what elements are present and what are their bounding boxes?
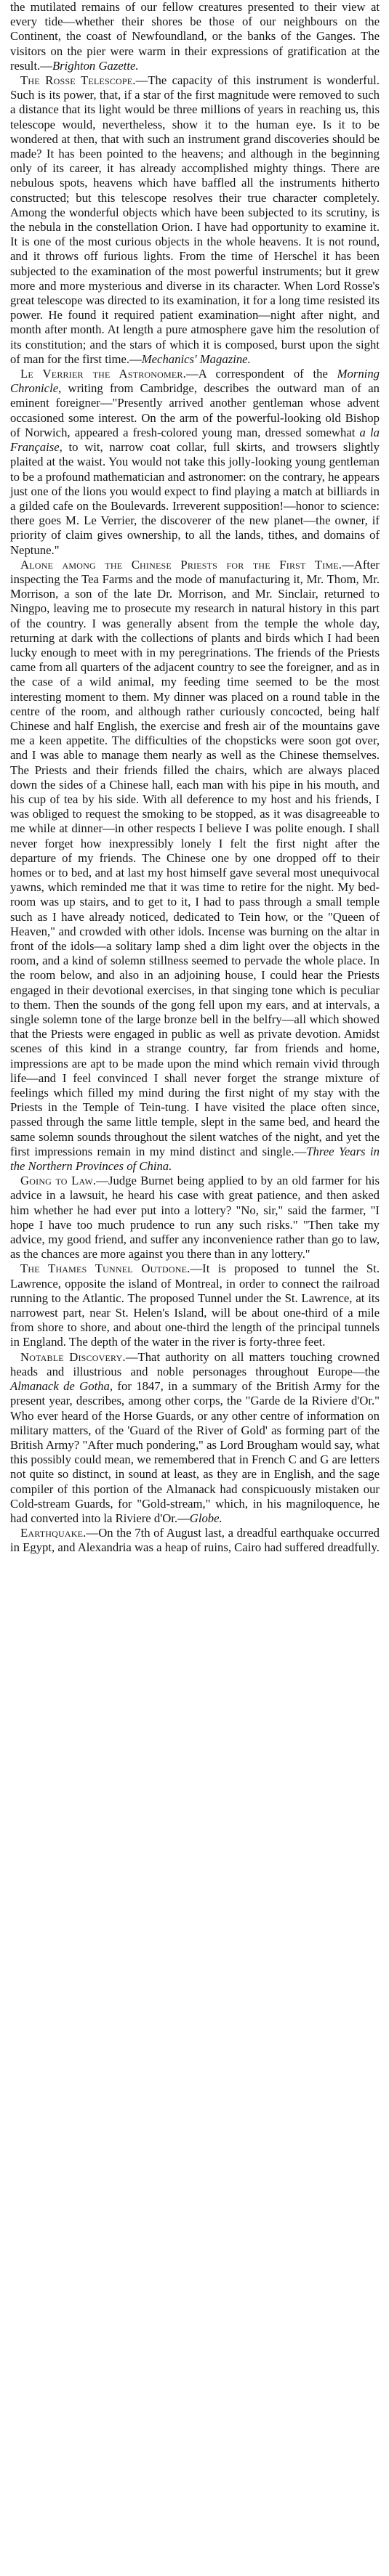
- article-notable-discovery: [10, 1350, 380, 1526]
- article-heading: The Rosse Telescope.: [20, 73, 136, 88]
- article-body: —On the 7th of August last, a dreadful earthquake occurred in Egypt, and Alexandria was a heap of ruins, Cairo had suffered dreadfully.: [10, 1526, 380, 1555]
- article-heading: Earthquake.: [20, 1526, 87, 1540]
- article-heading: Alone among the Chinese Priests for the First Time.: [20, 557, 342, 572]
- article-body: the mutilated remains of our fellow creatures presented to their view at every tide—whether their shores be those of our neighbours on the Continent, the coast of Newfoundland, or the banks of the Ganges. The visitors on the pier were warm in their expressions of gratification at the result.—: [10, 0, 380, 73]
- article-thames-tunnel: [10, 1261, 380, 1349]
- article-source: Three Years in the Northern Provinces of China.: [10, 1144, 380, 1174]
- article-body: —It is proposed to tunnel the St. Lawrence, opposite the island of Montreal, in order to connect the railroad running to the Atlantic. The proposed Tunnel under the St. Lawrence, at its narrowest part, near St. Helen's Island, will be about one-third of a mile from shore to shore, and about one-third the length of the principal tunnels in England. The depth of the water in the river is forty-three feet.: [10, 1261, 380, 1349]
- italic-phrase: a la Française: [10, 425, 380, 455]
- article-going-to-law: [10, 1174, 380, 1261]
- italic-phrase: Almanack de Gotha: [10, 1379, 110, 1394]
- article-rosse-telescope: [10, 73, 380, 367]
- article-source: Globe.: [189, 1511, 222, 1525]
- article-continuation: [10, 0, 380, 73]
- article-body: —Judge Burnet being applied to by an old farmer for his advice in a lawsuit, he heard his case with great patience, and then asked him whether he had ever put into a lottery? "No, sir," said the farmer, "I hope I have too much prudence to run any such risks." "Then take my advice, my good friend, and suffer any inconvenience rather than go to law, as the chances are more against you there than in any lottery.": [10, 1174, 380, 1261]
- article-source: Mechanics' Magazine.: [141, 352, 251, 366]
- article-earthquake: [10, 1526, 380, 1555]
- article-chinese-priests: [10, 558, 380, 1174]
- article-heading: Notable Discovery.: [20, 1349, 126, 1364]
- article-body: —The capacity of this instrument is wonderful. Such is its power, that, if a star of the first magnitude were removed to such a distance that its light would be three millions of years in reaching us, this telescope would, nevertheless, show it to the human eye. Is it to be wondered at then, that with such an instrument grand discoveries should be made? It has been pointed to the heavens; and although in the beginning only of its career, it has already accomplished mighty things. There are nebulous spots, heavens which have baffled all the instruments hitherto constructed; but this telescope resolves their true character completely. Among the wonderful objects which have been subjected to its scrutiny, is the nebula in the constellation Orion. I have had opportunity to examine it. It is one of the most curious objects in the whole heavens. It is not round, and it throws off furious lights. From the time of Herschel it has been subjected to the examination of the most powerful instruments; but it grew more and more mysterious and diverse in its character. When Lord Rosse's great telescope was directed to its examination, it for a long time resisted its power. He found it required patient examination—night after night, and month after month. At length a pure atmosphere gave him the resolution of its constitution; and the stars of which it is composed, burst upon the sight of man for the first time.—: [10, 73, 380, 366]
- article-source: Brighton Gazette.: [52, 58, 139, 73]
- italic-phrase: Morning Chronicle: [10, 367, 380, 396]
- article-body: —That authority on all matters touching crowned heads and illustrious and noble personages throughout Europe—the Almanack de Gotha, for 1847, in a summary of the British Army for the present year, describes, among other corps, the "Garde de la Riviere d'Or." Who ever heard of the Horse Guards, or any other centre of information on military matters, of the 'Guard of the River of Gold' as forming part of the British Army? "After much pondering," as Lord Brougham would say, what this possibly could mean, we remembered that in French C and G are letters not quite so distinct, in sound at least, as they are in English, and the sage compiler of this portion of the Almanack had conspicuously mistaken our Cold-stream Guards, for "Gold-stream," which, in his magniloquence, he had converted into la Riviere d'Or.—: [10, 1349, 380, 1525]
- article-heading: Going to Law.: [20, 1174, 97, 1188]
- article-heading: The Thames Tunnel Outdone.: [20, 1261, 191, 1276]
- article-body: —A correspondent of the Morning Chronicle, writing from Cambridge, describes the outward man of an eminent foreigner—"Presently arrived another gentleman whose advent occasioned some interest. On the arm of the powerful-looking old Bishop of Norwich, appeared a fresh-colored young man, dressed somewhat a la Française, to wit, narrow coat collar, full skirts, and trowsers slightly plaited at the waist. You would not take this jolly-looking young gentleman to be a profound mathematician and astronomer: on the contrary, he appears just one of the lions you would expect to find playing a match at billiards in a gilded cafe on the Boulevards. Irreverent supposition!—honor to science: there goes M. Le Verrier, the discoverer of the new planet—the owner, if priority of claim gives ownership, to all the lands, tithes, and domains of Neptune.": [10, 367, 380, 557]
- article-le-verrier: [10, 367, 380, 558]
- article-body: —After inspecting the Tea Farms and the mode of manufacturing it, Mr. Thom, Mr. Morrison, a son of the late Dr. Morrison, and Mr. Sinclair, returned to Ningpo, leaving me to prosecute my research in natural history in this part of the country. I was generally absent from the temple the whole day, returning at dark with the collections of plants and birds which I had been lucky enough to meet with in my peregrinations. The friends of the Priests came from all quarters of the adjacent country to see the foreigner, and as in the case of a wild animal, my feeding time seemed to be the most interesting moment to them. My dinner was placed on a round table in the centre of the room, and although rather curiously concocted, being half Chinese and half English, the exercise and fresh air of the mountains gave me a keen appetite. The difficulties of the chopsticks were soon got over, and I was able to manage them nearly as well as the Chinese themselves. The Priests and their friends filled the chairs, which are always placed down the sides of a Chinese hall, each man with his pipe in his mouth, and his cup of tea by his side. With all deference to my host and his friends, I was obliged to request the smoking to be stopped, as it was disagreeable to me while at dinner—in other respects I believe I was polite enough. I shall never forget how inexpressibly lonely I felt the first night after the departure of my friends. The Chinese one by one dropped off to their homes or to bed, and at last my host himself gave several most unequivocal yawns, which reminded me that it was time to retire for the night. My bed-room was up stairs, and to get to it, I had to pass through a small temple such as I have already noticed, dedicated to Tein how, or the "Queen of Heaven," and crowded with other idols. Incense was burning on the altar in front of the idols—a solitary lamp shed a dim light over the objects in the room, and a kind of solemn stillness seemed to pervade the whole place. In the room below, and also in an adjoining house, I could hear the Priests engaged in their devotional exercises, in that singing tone which is peculiar to them. Then the sounds of the gong fell upon my ears, and at intervals, a single solemn tone of the large bronze bell in the belfry—all which showed that the Priests were engaged in public as well as private devotion. Amidst scenes of this kind in a strange country, far from friends and home, impressions are apt to be made upon the mind which remain vivid through life—and I feel convinced I shall never forget the strange mixture of feelings which filled my mind during the first night of my stay with the Priests in the Temple of Tein-tung. I have visited the place often since, passed through the same little temple, slept in the same bed, and heard the same solemn sounds throughout the silent watches of the night, and yet the first impressions remain in my mind distinct and single.—: [10, 557, 380, 1158]
- article-heading: Le Verrier the Astronomer.: [20, 367, 186, 381]
